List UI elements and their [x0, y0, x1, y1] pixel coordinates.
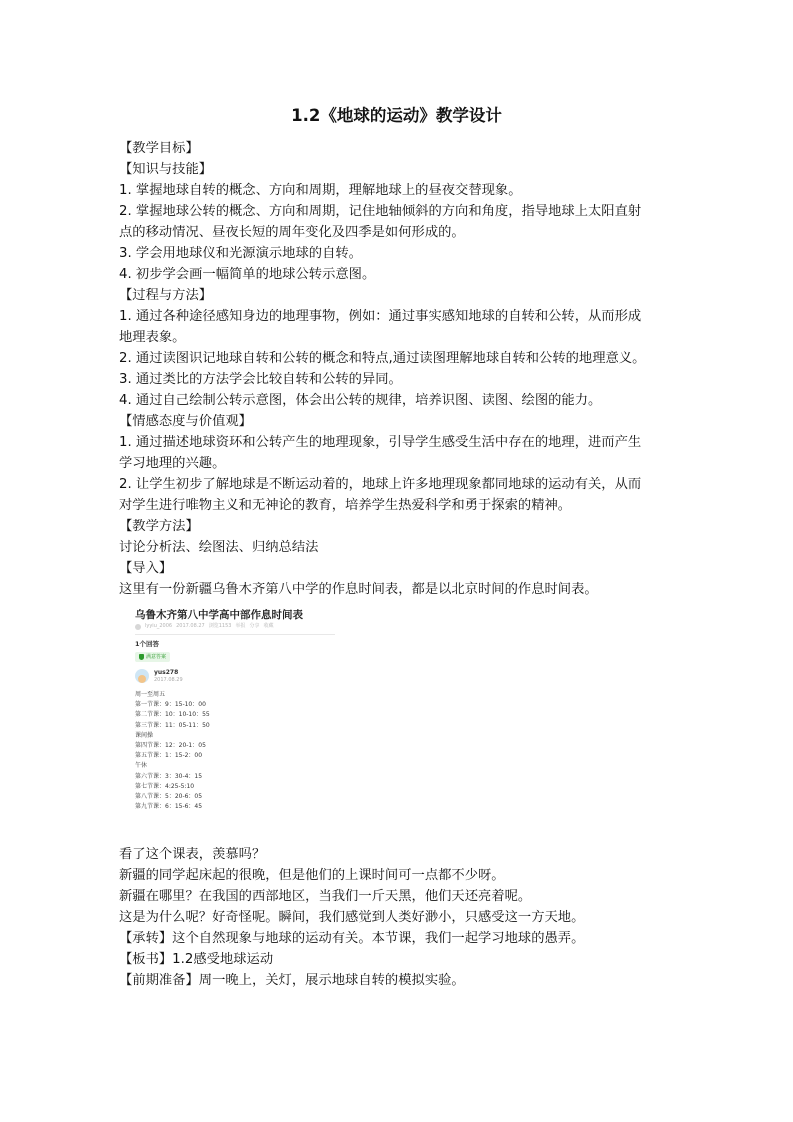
- text-line: 新疆的同学起床起的很晚，但是他们的上课时间可一点都不少呀。: [119, 868, 505, 883]
- satisfied-answer-badge: [135, 652, 170, 662]
- meta-favorite: 收藏: [263, 623, 274, 629]
- schedule-line: 第九节课：6：15-6：45: [135, 803, 203, 811]
- divider: [135, 634, 335, 635]
- schedule-line: 第五节课：1：15-2：00: [135, 752, 203, 760]
- text-line: 【情感态度与价值观】: [119, 414, 252, 429]
- meta-date: 2017.08.27: [176, 623, 205, 629]
- schedule-meta: [135, 622, 375, 631]
- text-line: 学习地理的兴趣。: [119, 456, 226, 471]
- text-line: 2. 让学生初步了解地球是不断运动着的，地球上许多地理现象都同地球的运动有关，从而: [119, 477, 642, 492]
- avatar: [135, 669, 149, 683]
- text-line: 3. 通过类比的方法学会比较自转和公转的异同。: [119, 372, 402, 387]
- schedule-line: 第四节课：12：20-1：05: [135, 742, 206, 750]
- text-line: 【承转】这个自然现象与地球的运动有关。本节课，我们一起学习地球的愚弄。: [119, 931, 585, 946]
- text-line: 点的移动情况、昼夜长短的周年变化及四季是如何形成的。: [119, 225, 465, 240]
- text-line: 这里有一份新疆乌鲁木齐第八中学的作息时间表，都是以北京时间的作息时间表。: [119, 582, 598, 597]
- document-body: [119, 138, 681, 991]
- text-line: 4. 通过自己绘制公转示意图，体会出公转的规律，培养识图、读图、绘图的能力。: [119, 393, 602, 408]
- text-line: 对学生进行唯物主义和无神论的教育，培养学生热爱科学和勇于探索的精神。: [119, 498, 572, 513]
- meta-user: lyyiu_2006: [145, 623, 173, 629]
- meta-share: 分享: [249, 623, 260, 629]
- answer-count: 1个回答: [135, 640, 160, 648]
- text-line: 【前期准备】周一晚上，关灯，展示地球自转的模拟实验。: [119, 973, 465, 988]
- text-line: 2. 通过读图识记地球自转和公转的概念和特点,通过读图理解地球自转和公转的地理意义。: [119, 351, 646, 366]
- badge-label: 满意答案: [146, 654, 167, 660]
- user-avatar-icon: [135, 624, 141, 630]
- text-line: 【教学方法】: [119, 519, 199, 534]
- answer-user-name: yus278: [154, 668, 179, 676]
- schedule-line: 周一至周五: [135, 691, 166, 698]
- text-line: 地理表象。: [119, 330, 186, 345]
- schedule-line: 第二节课：10：10-10：55: [135, 711, 210, 719]
- meta-views: 浏览1153: [208, 623, 232, 629]
- schedule-line: 第三节课：11：05-11：50: [135, 721, 210, 729]
- text-line: 2. 掌握地球公转的概念、方向和周期，记住地轴倾斜的方向和角度，指导地球上太阳直射: [119, 204, 642, 219]
- schedule-line: 午休: [135, 762, 148, 770]
- text-line: 【过程与方法】: [119, 288, 213, 303]
- text-line: 这是为什么呢？好奇怪呢。瞬间，我们感觉到人类好渺小，只感受这一方天地。: [119, 910, 585, 925]
- text-line: 3. 学会用地球仪和光源演示地球的自转。: [119, 246, 362, 261]
- text-line: 1. 通过描述地球资环和公转产生的地理现象，引导学生感受生活中存在的地理，进而产生: [119, 435, 642, 450]
- text-line: 新疆在哪里？在我国的西部地区，当我们一斤天黑，他们天还亮着呢。: [119, 889, 532, 904]
- schedule-line: 第六节课：3：30-4：15: [135, 772, 203, 780]
- text-line: 【知识与技能】: [119, 162, 213, 177]
- text-line: 讨论分析法、绘图法、归纳总结法: [119, 540, 319, 555]
- text-line: 4. 初步学会画一幅简单的地球公转示意图。: [119, 267, 376, 282]
- document-title: 1.2《地球的运动》教学设计: [291, 106, 502, 125]
- shield-icon: [139, 654, 144, 660]
- schedule-line: 第八节课：5：20-6：05: [135, 793, 203, 801]
- schedule-line: 第七节课：4:25-5:10: [135, 782, 195, 790]
- text-line: 1. 通过各种途径感知身边的地理事物，例如：通过事实感知地球的自转和公转，从而形成: [119, 309, 642, 324]
- text-line: 看了这个课表，羡慕吗？: [119, 847, 266, 862]
- text-line: 【导入】: [119, 561, 173, 576]
- text-line: 【板书】1.2感受地球运动: [119, 952, 274, 967]
- schedule-line: 第一节课：9：15-10：00: [135, 701, 206, 709]
- meta-report: 举报: [235, 623, 246, 629]
- text-line: 【教学目标】: [119, 141, 199, 156]
- answer-user: [135, 666, 375, 686]
- text-line: 1. 掌握地球自转的概念、方向和周期，理解地球上的昼夜交替现象。: [119, 183, 522, 198]
- schedule-line: 课间操: [135, 731, 154, 739]
- schedule-title: 乌鲁木齐第八中学高中部作息时间表: [135, 609, 303, 621]
- answer-date: 2017.08.29: [154, 676, 183, 683]
- embedded-schedule-screenshot: [135, 606, 375, 838]
